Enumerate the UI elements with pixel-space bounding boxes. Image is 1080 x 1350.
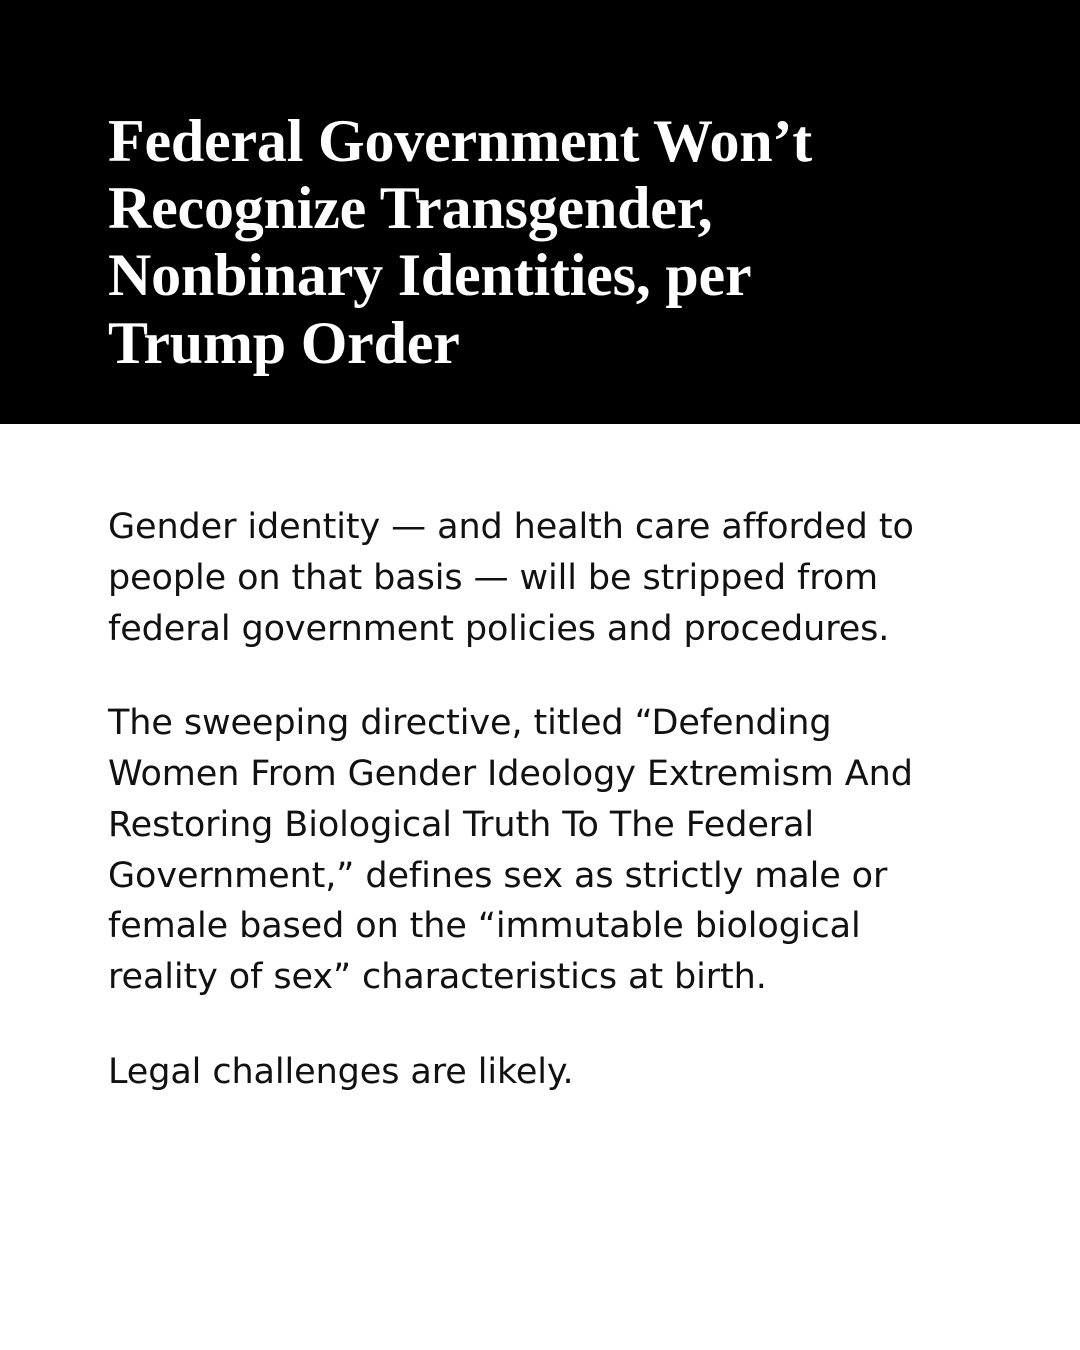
- page-title: Federal Government Won’t Recognize Transgender, Nonbinary Identities, per Trump Order: [108, 108, 812, 376]
- headline-block: [0, 0, 1080, 424]
- body-paragraph-1: Gender identity — and health care afforded to people on that basis — will be stripped from federal government policies and procedures.: [108, 507, 914, 649]
- body-paragraph-2: The sweeping directive, titled “Defending Women From Gender Ideology Extremism And Restoring Biological Truth To The Federal Government,” defines sex as strictly male or female based on the “immutable biological reality of sex” characteristics at birth.: [108, 703, 913, 997]
- body-paragraph-3: Legal challenges are likely.: [108, 1051, 574, 1092]
- article-body: [0, 424, 1080, 1350]
